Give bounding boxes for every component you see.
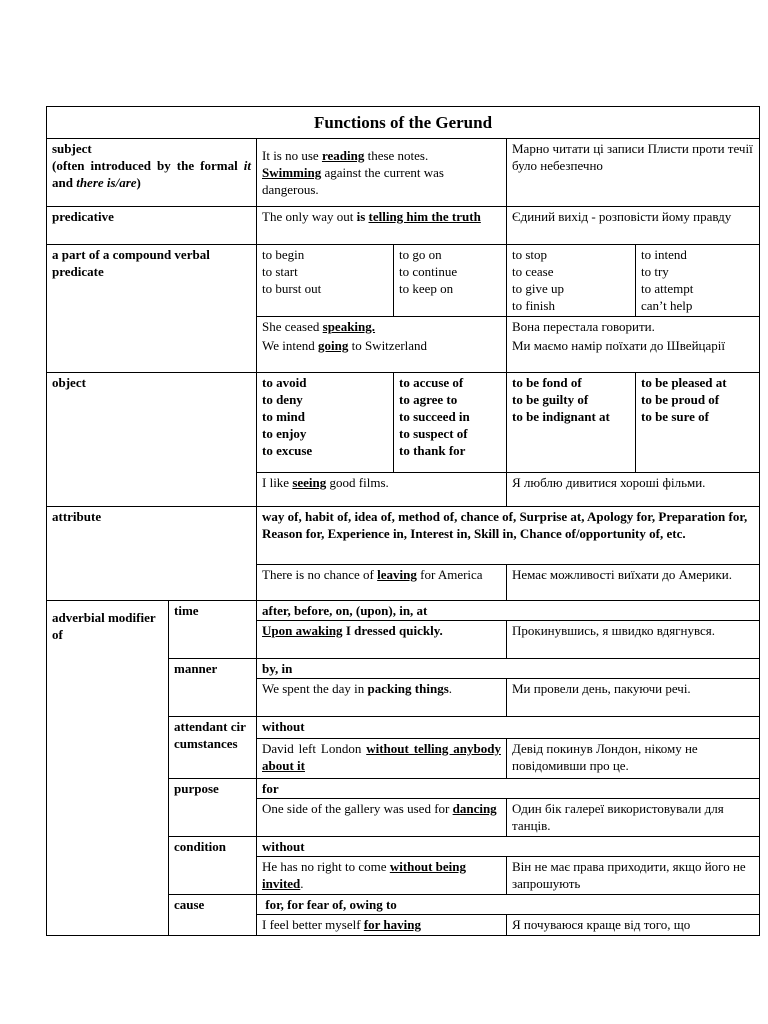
attendant-translation: Девід покинув Лондон, нікому не повідомивши про це. bbox=[507, 739, 760, 779]
object-verbs-col1: to avoid to deny to mind to enjoy to excuse bbox=[257, 373, 394, 473]
adverbial-type-condition: condition bbox=[169, 837, 257, 895]
predicative-example: The only way out is telling him the truth bbox=[257, 207, 507, 245]
gerund-highlight: without telling anybody about it bbox=[262, 741, 501, 773]
purpose-translation: Один бік галереї використовували для танців. bbox=[507, 799, 760, 837]
cause-example: I feel better myself for having bbox=[257, 915, 507, 936]
table-title: Functions of the Gerund bbox=[47, 107, 760, 139]
compound-verbs-col1: to begin to start to burst out bbox=[257, 245, 394, 317]
object-verbs-col2: to accuse of to agree to to succeed in to suspect of to thank for bbox=[394, 373, 507, 473]
compound-example: She ceased speaking. We intend going to Switzerland bbox=[257, 317, 507, 373]
function-label-attribute: attribute bbox=[47, 507, 257, 601]
gerund-functions-table bbox=[46, 106, 760, 936]
attribute-example: There is no chance of leaving for America bbox=[257, 565, 507, 601]
adverbial-type-manner: manner bbox=[169, 659, 257, 717]
gerund-highlight: leaving bbox=[377, 567, 417, 582]
gerund-highlight: telling him the truth bbox=[368, 209, 481, 224]
gerund-highlight: for having bbox=[363, 917, 421, 932]
compound-verbs-col4: to intend to try to attempt can’t help bbox=[636, 245, 760, 317]
function-label-subject: subject (often introduced by the formal it and there is/are) bbox=[47, 139, 257, 207]
time-example: Upon awaking I dressed quickly. bbox=[257, 621, 507, 659]
compound-verbs-col2: to go on to continue to keep on bbox=[394, 245, 507, 317]
gerund-highlight: dancing bbox=[452, 801, 497, 816]
adverbial-type-attendant-circumstances: attendant circumstances bbox=[169, 717, 257, 779]
adverbial-type-purpose: purpose bbox=[169, 779, 257, 837]
condition-example: He has no right to come without being invited. bbox=[257, 857, 507, 895]
gerund-highlight: without being invited bbox=[262, 859, 467, 891]
compound-translation: Вона перестала говорити. Ми маємо намір поїхати до Швейцарії bbox=[507, 317, 760, 373]
adverbial-type-time: time bbox=[169, 601, 257, 659]
subject-translation: Марно читати ці записи Плисти проти течії було небезпечно bbox=[507, 139, 760, 207]
manner-example: We spent the day in packing things. bbox=[257, 679, 507, 717]
gerund-highlight: Swimming bbox=[262, 165, 322, 180]
function-label-adverbial: adverbial modifier of bbox=[47, 601, 169, 936]
function-label-object: object bbox=[47, 373, 257, 507]
object-verbs-col3: to be fond of to be guilty of to be indignant at bbox=[507, 373, 636, 473]
condition-translation: Він не має права приходити, якщо його не запрошують bbox=[507, 857, 760, 895]
gerund-highlight: packing things bbox=[367, 681, 449, 696]
manner-translation: Ми провели день, пакуючи речі. bbox=[507, 679, 760, 717]
cause-words: for, for fear of, owing to bbox=[257, 895, 760, 915]
condition-words: without bbox=[257, 837, 760, 857]
object-verbs-col4: to be pleased at to be proud of to be sure of bbox=[636, 373, 760, 473]
adverbial-type-cause: cause bbox=[169, 895, 257, 936]
function-label-predicative: predicative bbox=[47, 207, 257, 245]
object-example: I like seeing good films. bbox=[257, 473, 507, 507]
manner-words: by, in bbox=[257, 659, 760, 679]
predicative-translation: Єдиний вихід - розповісти йому правду bbox=[507, 207, 760, 245]
object-translation: Я люблю дивитися хороші фільми. bbox=[507, 473, 760, 507]
time-words: after, before, on, (upon), in, at bbox=[257, 601, 760, 621]
gerund-table-page bbox=[46, 106, 759, 936]
attendant-words: without bbox=[257, 717, 760, 739]
time-translation: Прокинувшись, я швидко вдягнувся. bbox=[507, 621, 760, 659]
attendant-example: David left London without telling anybody about it bbox=[257, 739, 507, 779]
subject-example: It is no use reading these notes. Swimming against the current was dangerous. bbox=[257, 139, 507, 207]
compound-verbs-col3: to stop to cease to give up to finish bbox=[507, 245, 636, 317]
gerund-highlight: reading bbox=[321, 148, 365, 163]
attribute-words: way of, habit of, idea of, method of, chance of, Surprise at, Apology for, Preparation for, Reason for, Experience in, Interest in, Skill in, Chance of/opportunity of, etc. bbox=[257, 507, 760, 565]
function-label-compound-predicate: a part of a compound verbal predicate bbox=[47, 245, 257, 373]
gerund-highlight: seeing bbox=[292, 475, 327, 490]
purpose-words: for bbox=[257, 779, 760, 799]
gerund-highlight: going bbox=[318, 338, 349, 353]
gerund-highlight: speaking. bbox=[322, 319, 376, 334]
gerund-highlight: Upon awaking bbox=[262, 623, 343, 638]
cause-translation: Я почуваюся краще від того, що bbox=[507, 915, 760, 936]
attribute-translation: Немає можливості виїхати до Америки. bbox=[507, 565, 760, 601]
purpose-example: One side of the gallery was used for dancing bbox=[257, 799, 507, 837]
